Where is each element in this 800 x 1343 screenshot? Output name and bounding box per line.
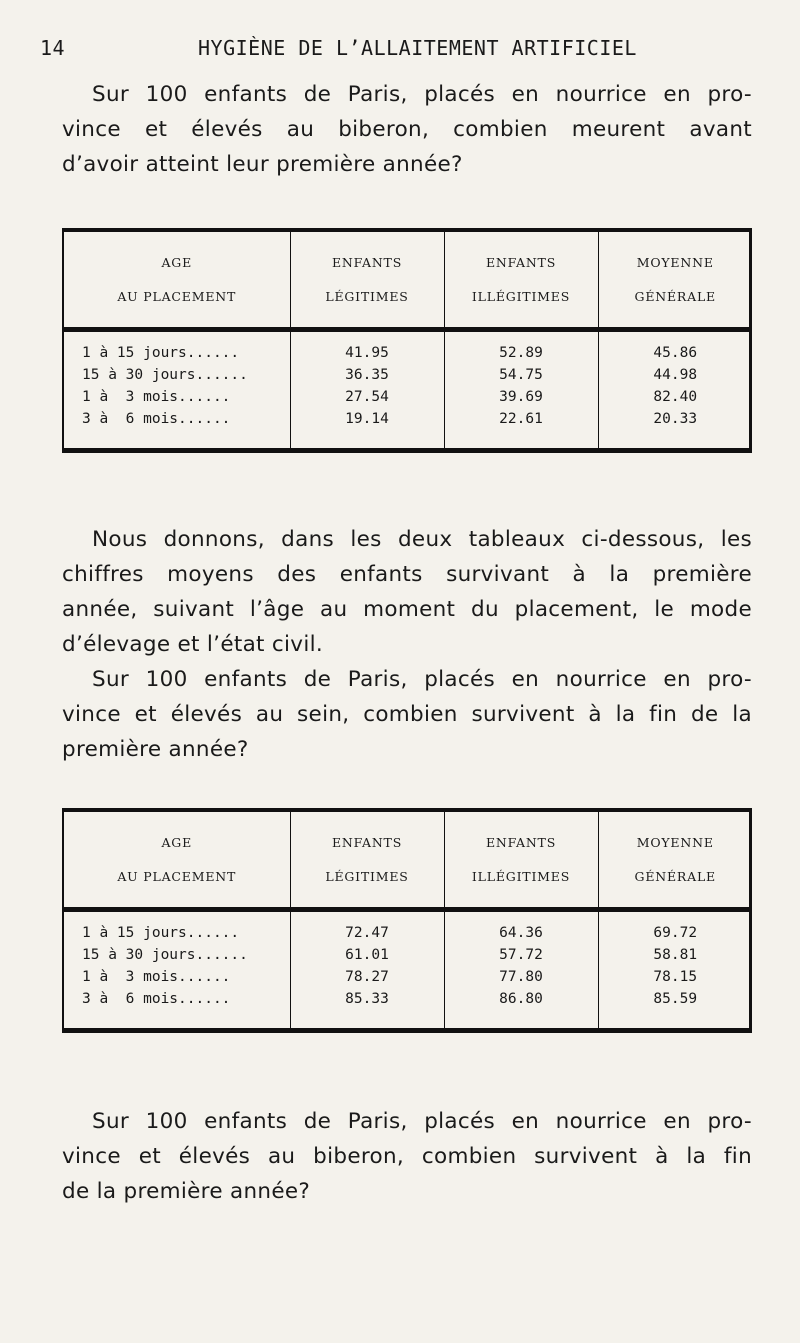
value-cell: 78.27	[290, 966, 444, 988]
value-cell: 19.14	[290, 408, 444, 448]
table-row	[64, 988, 752, 1028]
text-line: de la première année?	[62, 1179, 311, 1204]
paragraph-question-survival-breast	[62, 662, 752, 767]
table-row	[64, 364, 752, 386]
value-cell: 78.15	[598, 966, 752, 988]
age-cell: 1 à 15 jours......	[82, 345, 240, 361]
table-header-row	[64, 232, 752, 330]
value-cell: 39.69	[444, 386, 598, 408]
text-line: année, suivant l’âge au moment du placement, le mode	[62, 597, 752, 622]
value-cell: 85.33	[290, 988, 444, 1028]
column-header-average: MOYENNE GÉNÉRALE	[598, 232, 752, 330]
text-line: d’avoir atteint leur première année?	[62, 152, 463, 177]
value-cell: 61.01	[290, 944, 444, 966]
paragraph-intro-tables	[62, 522, 752, 662]
table-row	[64, 966, 752, 988]
value-cell: 58.81	[598, 944, 752, 966]
table-row	[64, 386, 752, 408]
running-header	[40, 36, 730, 66]
value-cell: 64.36	[444, 910, 598, 945]
value-cell: 52.89	[444, 330, 598, 365]
column-header-illegitimate: ENFANTS ILLÉGITIMES	[444, 812, 598, 910]
paragraph-question-mortality-bottle	[62, 77, 752, 182]
table-row	[64, 944, 752, 966]
table-row	[64, 910, 752, 945]
text-line: vince et élevés au biberon, combien meurent avant	[62, 117, 752, 142]
text-line: vince et élevés au biberon, combien survivent à la fin	[62, 1144, 752, 1169]
column-header-age: AGE AU PLACEMENT	[64, 812, 290, 910]
text-line: d’élevage et l’état civil.	[62, 632, 324, 657]
text-line: Sur 100 enfants de Paris, placés en nourrice en pro-	[92, 82, 752, 107]
running-title: HYGIÈNE DE L’ALLAITEMENT ARTIFICIEL	[198, 36, 637, 60]
age-cell: 3 à 6 mois......	[82, 991, 231, 1007]
value-cell: 82.40	[598, 386, 752, 408]
age-cell: 15 à 30 jours......	[82, 367, 248, 383]
table-survival-breast-fed	[62, 808, 752, 1033]
table-mortality-bottle-fed	[62, 228, 752, 453]
value-cell: 54.75	[444, 364, 598, 386]
text-line: vince et élevés au sein, combien survivent à la fin de la	[62, 702, 752, 727]
value-cell: 57.72	[444, 944, 598, 966]
value-cell: 86.80	[444, 988, 598, 1028]
text-line: première année?	[62, 737, 249, 762]
paragraph-question-survival-bottle	[62, 1104, 752, 1209]
value-cell: 22.61	[444, 408, 598, 448]
table-row	[64, 330, 752, 365]
value-cell: 36.35	[290, 364, 444, 386]
page-number: 14	[40, 36, 66, 60]
value-cell: 20.33	[598, 408, 752, 448]
column-header-legitimate: ENFANTS LÉGITIMES	[290, 812, 444, 910]
column-header-legitimate: ENFANTS LÉGITIMES	[290, 232, 444, 330]
column-header-average: MOYENNE GÉNÉRALE	[598, 812, 752, 910]
value-cell: 45.86	[598, 330, 752, 365]
age-cell: 1 à 3 mois......	[82, 969, 231, 985]
column-header-age: AGE AU PLACEMENT	[64, 232, 290, 330]
age-cell: 1 à 3 mois......	[82, 389, 231, 405]
age-cell: 15 à 30 jours......	[82, 947, 248, 963]
value-cell: 44.98	[598, 364, 752, 386]
value-cell: 69.72	[598, 910, 752, 945]
table-row	[64, 408, 752, 448]
column-header-illegitimate: ENFANTS ILLÉGITIMES	[444, 232, 598, 330]
age-cell: 1 à 15 jours......	[82, 925, 240, 941]
value-cell: 85.59	[598, 988, 752, 1028]
value-cell: 72.47	[290, 910, 444, 945]
value-cell: 77.80	[444, 966, 598, 988]
age-cell: 3 à 6 mois......	[82, 411, 231, 427]
text-line: Sur 100 enfants de Paris, placés en nourrice en pro-	[92, 667, 752, 692]
text-line: Sur 100 enfants de Paris, placés en nourrice en pro-	[92, 1109, 752, 1134]
text-line: chiffres moyens des enfants survivant à la première	[62, 562, 752, 587]
value-cell: 41.95	[290, 330, 444, 365]
table-header-row	[64, 812, 752, 910]
text-line: Nous donnons, dans les deux tableaux ci-dessous, les	[92, 527, 752, 552]
value-cell: 27.54	[290, 386, 444, 408]
